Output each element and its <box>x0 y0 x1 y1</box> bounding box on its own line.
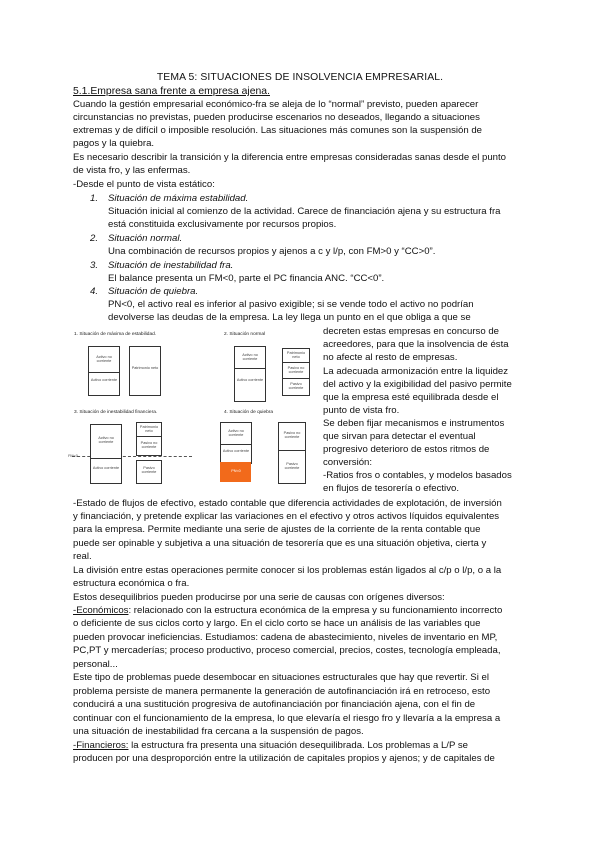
side-text-line: La adecuada armonización entre la liquidez <box>323 366 509 377</box>
paragraph-line: y financiación, y pretende explicar las variaciones en el efectivo y otros activos líquidos equivalentes <box>73 511 500 522</box>
balance-block <box>129 346 161 396</box>
paragraph-line: problema persiste de manera permanente la generación de autofinanciación irá en retroceso, esto <box>73 686 491 697</box>
economic-causes-text: : relacionado con la estructura económica de la empresa y su funcionamiento incorrecto <box>128 605 503 616</box>
balance-label: FM<0 <box>68 454 78 458</box>
side-text-line: -Ratios fros o contables, y modelos basados <box>323 470 512 481</box>
side-text-line: en flujos de tesorería o efectivo. <box>323 483 459 494</box>
paragraph-line: pagos y la quiebra. <box>73 138 155 149</box>
side-text-line: del activo y la exigibilidad del pasivo permite <box>323 379 512 390</box>
list-item-title: Situación de inestabilidad fra. <box>108 260 234 271</box>
list-item-line: está constituida exclusivamente por recursos propios. <box>108 219 337 230</box>
list-item-line: devolverse las deudas de la empresa. La ley llega un punto en el que obliga a que se <box>108 312 471 323</box>
list-number: 4. <box>90 286 99 297</box>
diagram-caption: 2. Situación normal <box>224 332 266 337</box>
balance-label: Pasivo no corriente <box>287 366 305 375</box>
balance-label: Activo no corriente <box>228 429 244 438</box>
balance-label: Pasivo corriente <box>141 466 157 475</box>
list-number: 1. <box>90 193 99 204</box>
paragraph-line: Cuando la gestión empresarial económico-fra se aleja de lo “normal” previsto, pueden aparecer <box>73 99 479 110</box>
balance-label: Activo no corriente <box>242 353 258 362</box>
balance-label: Activo no corriente <box>96 355 112 364</box>
balance-block <box>88 372 120 396</box>
paragraph-line: circunstancias no previstas, pueden producirse escenarios no deseados, llegando a situaciones <box>73 112 480 123</box>
paragraph-line: puede ser opinable y subjetiva a una situación de tesorería que es una situación objetiva, cierta y <box>73 538 487 549</box>
balance-label: Pasivo no corriente <box>140 441 158 450</box>
paragraph-line: para la empresa. Permite mediante una serie de ajustes de la corriente de la renta contable que <box>73 524 481 535</box>
paragraph-line: real. <box>73 551 92 562</box>
side-text-line: no afecte al resto de empresas. <box>323 352 458 363</box>
paragraph-line: personal... <box>73 659 118 670</box>
balance-block <box>220 444 252 464</box>
balance-block <box>90 458 122 484</box>
side-text-line: decreten estas empresas en concurso de <box>323 326 499 337</box>
list-item-line: El balance presenta un FM<0, parte el PC financia ANC. “CC<0”. <box>108 273 385 284</box>
balance-label: Pasivo no corriente <box>283 431 301 440</box>
balance-label: Activo corriente <box>90 378 118 382</box>
paragraph-line: La división entre estas operaciones permite conocer si los problemas están ligados al c/p o l/p, o a la <box>73 565 502 576</box>
diagram-caption: 1. Situación de máxima de estabilidad. <box>74 332 157 337</box>
diagram-caption: 4. Situación de quiebra <box>224 410 274 415</box>
list-item-title: Situación normal. <box>108 233 183 244</box>
paragraph-line: -Estado de flujos de efectivo, estado contable que diferencia actividades de explotación, de inversión <box>73 498 502 509</box>
paragraph-line: producen por una desproporción entre la utilización de capitales propios y ajenos; y de capitales de <box>73 753 495 764</box>
paragraph-line: de vista fro, y las enfermas. <box>73 165 191 176</box>
balance-label: Patrimonio neto <box>139 425 159 434</box>
side-text-line: progresivo deterioro de estos ritmos de <box>323 444 490 455</box>
paragraph-line: extremas y de difícil o imposible resolución. Las situaciones más comunes son la suspensión de <box>73 125 483 136</box>
paragraph-line: Estos desequilibrios pueden producirse por una serie de causas con orígenes diversos: <box>73 592 445 603</box>
paragraph-line: Es necesario describir la transición y la diferencia entre empresas consideradas sanas desde el punto <box>73 152 507 163</box>
paragraph-line: -Desde el punto de vista estático: <box>73 179 215 190</box>
list-item-title: Situación de máxima estabilidad. <box>108 193 249 204</box>
financial-causes-text: la estructura fra presenta una situación desequilibrada. Los problemas a L/P se <box>128 740 468 751</box>
balance-diagrams-figure <box>68 326 320 484</box>
paragraph-line: una situación de inestabilidad fra cercana a la suspensión de pagos. <box>73 726 364 737</box>
list-number: 2. <box>90 233 99 244</box>
list-item-line: Situación inicial al comienzo de la actividad. Carece de financiación ajena y su estructura fra <box>108 206 501 217</box>
paragraph-line: pueden provocar ineficiencias. Estudiamos: cadena de abastecimiento, niveles de inventario en MP, <box>73 632 498 643</box>
balance-label: Activo corriente <box>222 449 250 453</box>
paragraph-line: continuar con el funcionamiento de la empresa, lo que elevaría el riesgo fro y llevaría a la empresa a <box>73 713 501 724</box>
balance-label: Patrimonio neto <box>131 366 159 370</box>
balance-label: Pasivo corriente <box>284 462 300 471</box>
side-text-line: conversión: <box>323 457 373 468</box>
list-item-title: Situación de quiebra. <box>108 286 199 297</box>
balance-label: Pasivo corriente <box>288 382 304 391</box>
paragraph-line <box>73 739 468 752</box>
balance-block <box>234 368 266 402</box>
economic-causes-label: -Económicos <box>73 605 129 616</box>
paragraph-line: estructura económica o fra. <box>73 578 190 589</box>
diagram-caption: 3. Situación de inestabilidad financiera. <box>74 410 158 415</box>
paragraph-line: conducirá a una sustitución progresiva de autofinanciación por financiación ajena, con el fin de <box>73 699 476 710</box>
balance-label: Activo corriente <box>236 378 264 382</box>
financial-causes-label: -Financieros: <box>73 740 129 751</box>
paragraph-line <box>73 604 502 617</box>
side-text-line: que sirvan para detectar el eventual <box>323 431 476 442</box>
side-text-line: Se deben fijar mecanismos e instrumentos <box>323 418 505 429</box>
paragraph-line: PC,PT y mercaderías; proceso productivo, proceso comercial, precios, costes, tecnología empleada, <box>73 645 501 656</box>
section-heading: 5.1.Empresa sana frente a empresa ajena. <box>73 86 270 97</box>
balance-label: Activo no corriente <box>98 436 114 445</box>
balance-label: Activo corriente <box>92 466 120 470</box>
list-item-line: Una combinación de recursos propios y ajenos a c y l/p, con FM>0 y “CC>0”. <box>108 246 436 257</box>
paragraph-line: o deficiente de sus ciclos corto y largo. En el ciclo corto se hace un análisis de las variables que <box>73 618 481 629</box>
balance-label: Patrimonio neto <box>286 351 306 360</box>
list-item-line: PN<0, el activo real es inferior al pasivo exigible; si se vende todo el activo no podrían <box>108 299 474 310</box>
document-title: TEMA 5: SITUACIONES DE INSOLVENCIA EMPRESARIAL. <box>156 72 444 83</box>
side-text-line: que la empresa esté equilibrada desde el <box>323 392 499 403</box>
list-number: 3. <box>90 260 99 271</box>
side-text-line: punto de vista fro. <box>323 405 400 416</box>
side-text-line: acreedores, para que la insolvencia de ésta <box>323 339 509 350</box>
balance-label: PN<0 <box>231 469 241 473</box>
paragraph-line: Este tipo de problemas puede desembocar en situaciones estructurales que hay que revertir. Si el <box>73 672 489 683</box>
